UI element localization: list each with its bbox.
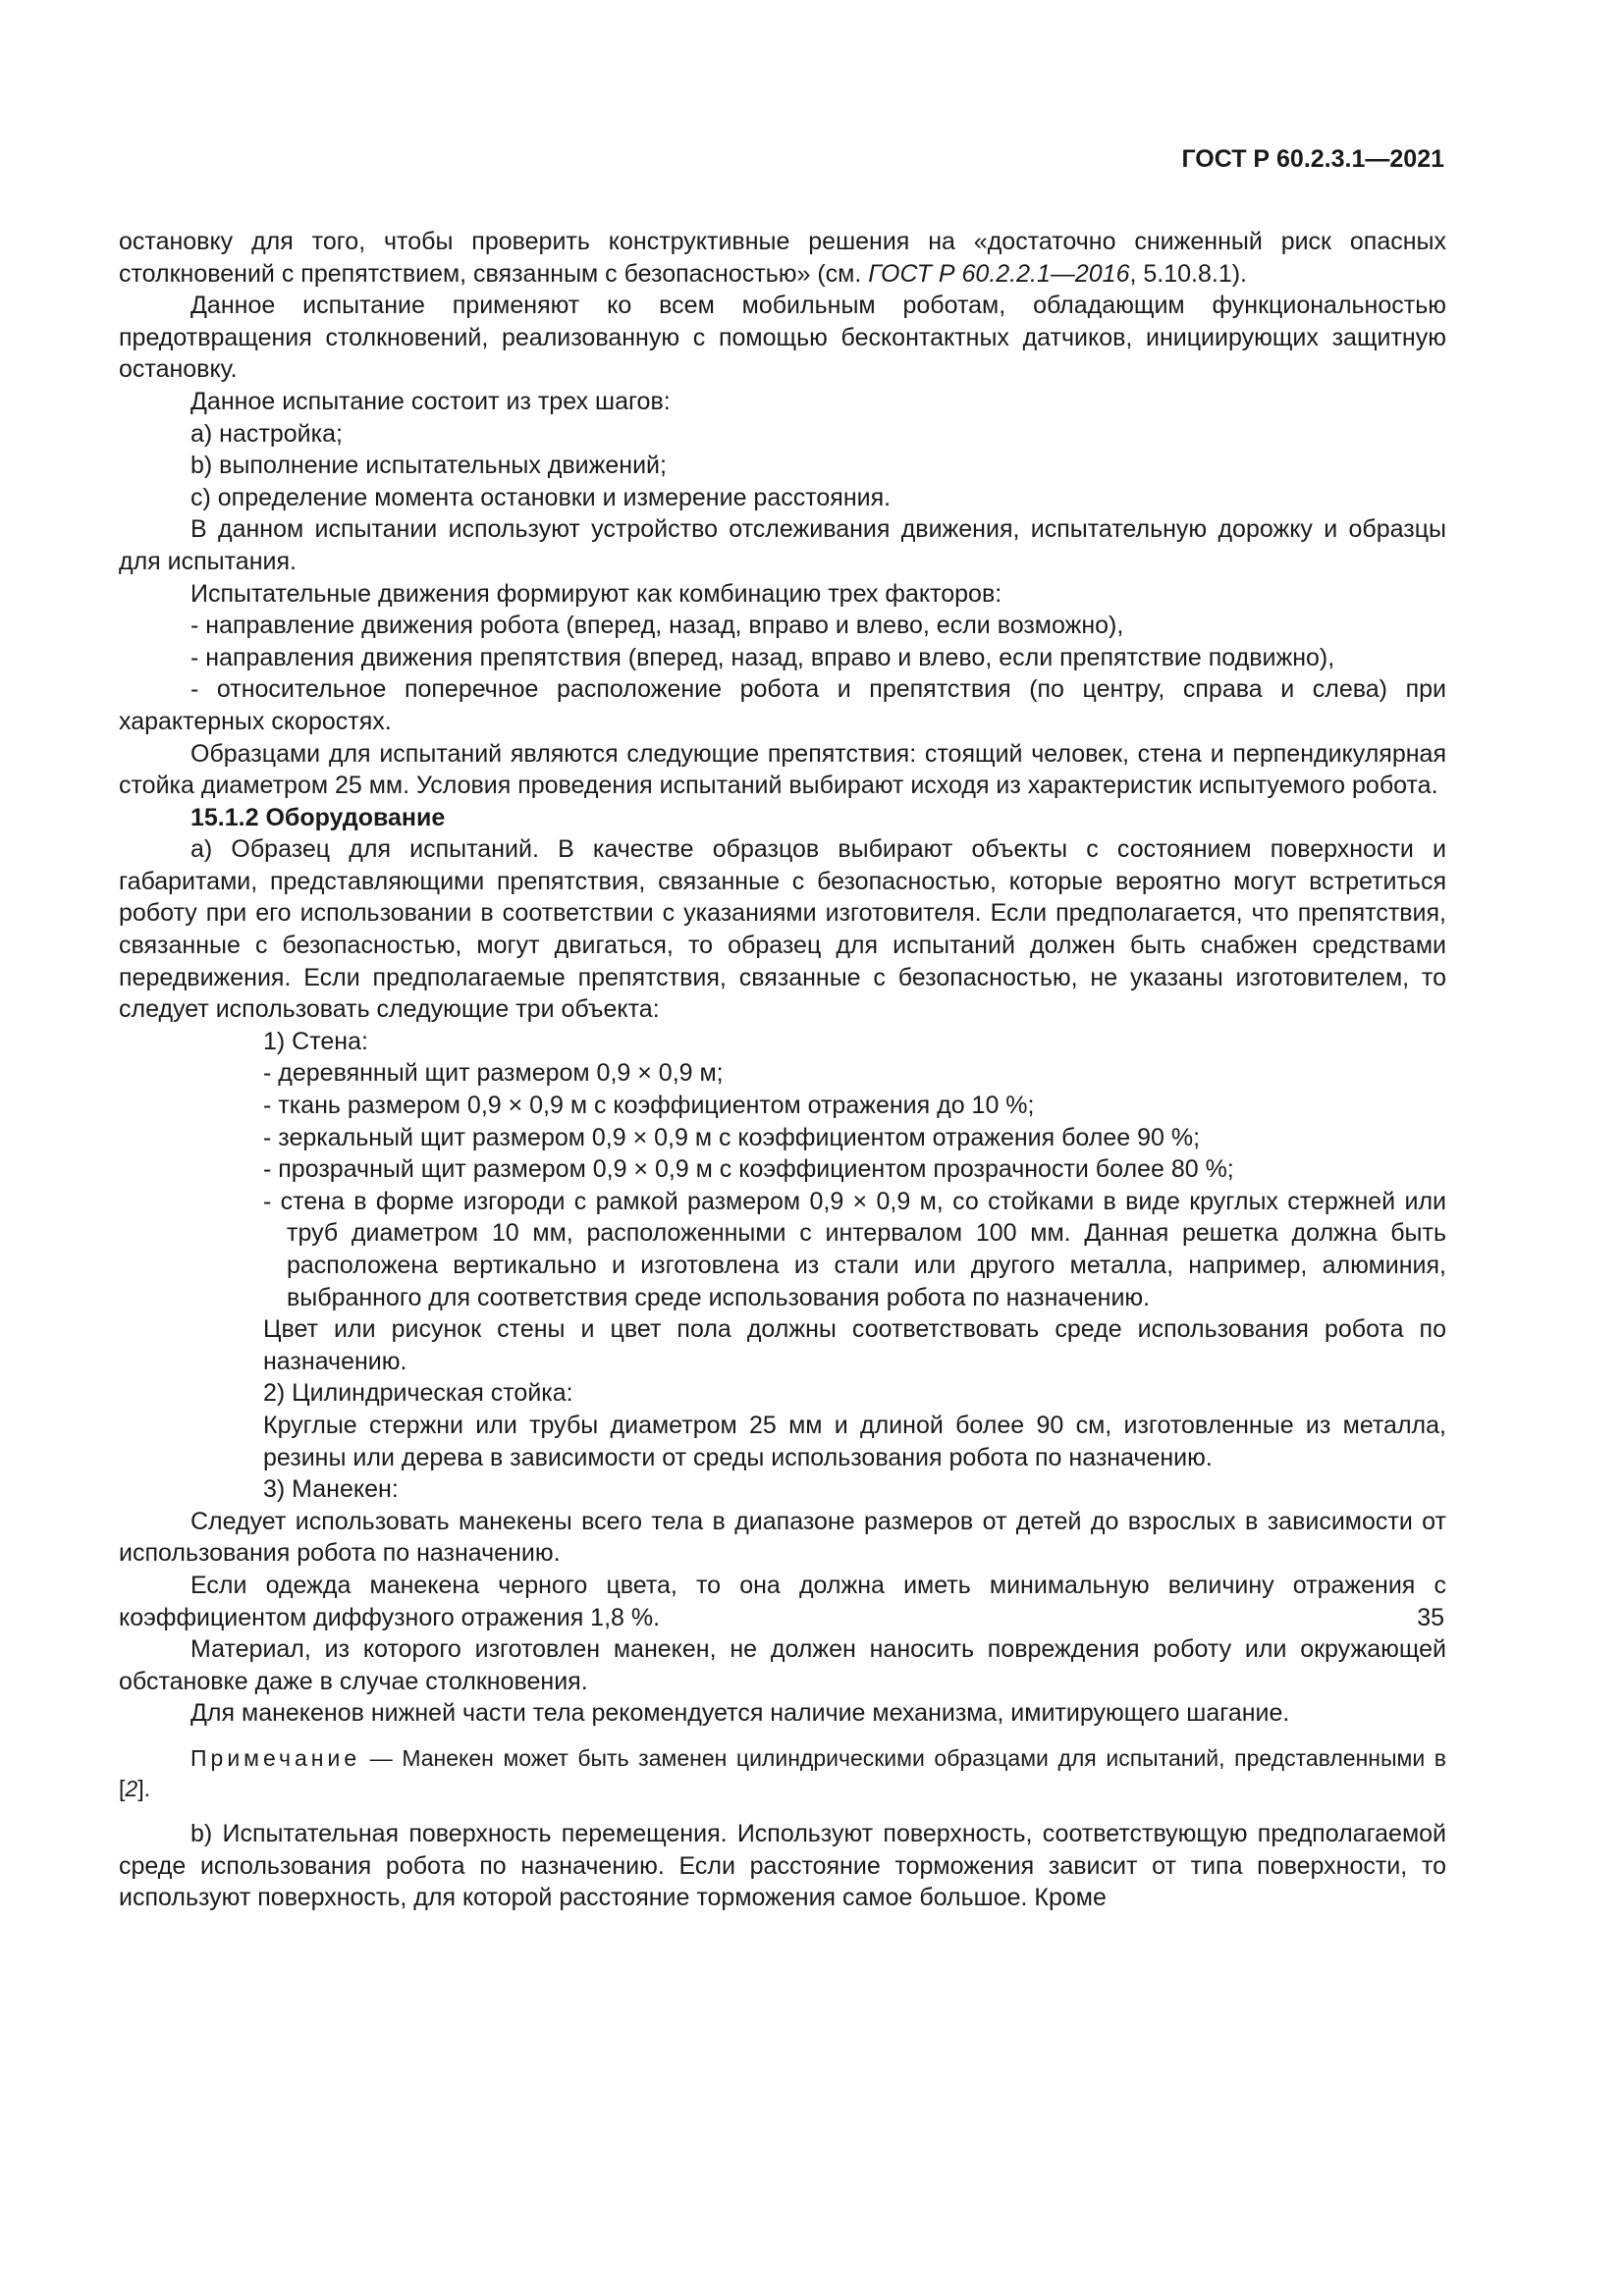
list-item: - направления движения препятствия (вперед, назад, вправо и влево, если препятствие подвижно), — [190, 643, 1335, 671]
paragraph: Испытательные движения формируют как комбинацию трех факторов: — [190, 579, 1002, 608]
list-item: - стена в форме изгороди с рамкой размером 0,9 × 0,9 м, со стойками в виде круглых стержней или труб диаметром 10 мм, расположенными с интервалом 100 мм. Данная решетка должна быть расположена вертикально и изготовлена из стали или другого металла, например, алюминия, выбранного для соответствия среде использования робота по назначению. — [263, 1187, 1446, 1311]
list-item: - деревянный щит размером 0,9 × 0,9 м; — [263, 1059, 724, 1088]
paragraph: Образцами для испытаний являются следующие препятствия: стоящий человек, стена и перпендикулярная стойка диаметром 25 мм. Условия проведения испытаний выбирают исходя из характеристик испытуемого робота. — [119, 739, 1446, 800]
paragraph: Данное испытание применяют ко всем мобильным роботам, обладающим функциональностью предотвращения столкновений, реализованную с помощью бесконтактных датчиков, инициирующих защитную остановку. — [119, 292, 1446, 384]
paragraph: В данном испытании используют устройство отслеживания движения, испытательную дорожку и образцы для испытания. — [119, 515, 1446, 575]
paragraph: b) Испытательная поверхность перемещения. Используют поверхность, соответствующую предполагаемой среде использования робота по назначению. Если расстояние торможения зависит от типа поверхности, то используют поверхность, для которой расстояние торможения самое большое. Кроме — [119, 1819, 1446, 1912]
note — [119, 1743, 1446, 1804]
note-label: Примечание — [190, 1744, 361, 1771]
document-header: ГОСТ Р 60.2.3.1—2021 — [1181, 145, 1444, 173]
section-heading: 15.1.2 Оборудование — [190, 803, 446, 831]
paragraph: a) Образец для испытаний. В качестве образцов выбирают объекты с состоянием поверхности и габаритами, представляющими препятствия, связанные с безопасностью, которые вероятно могут встретиться роботу при его использовании в соответствии с указаниями изготовителя. Если предполагается, что препятствия, связанные с безопасностью, могут двигаться, то образец для испытаний должен быть снабжен средствами передвижения. Если предполагаемые препятствия, связанные с безопасностью, не указаны изготовителем, то следует использовать следующие три объекта: — [119, 835, 1446, 1024]
paragraph: Следует использовать манекены всего тела в диапазоне размеров от детей до взрослых в зависимости от использования робота по назначению. — [119, 1507, 1446, 1568]
page-body — [119, 226, 1446, 1914]
list-item: b) выполнение испытательных движений; — [190, 452, 667, 480]
paragraph: Цвет или рисунок стены и цвет пола должны соответствовать среде использования робота по назначению. — [263, 1315, 1446, 1375]
paragraph: Данное испытание состоит из трех шагов: — [190, 387, 671, 415]
list-item: - направление движения робота (вперед, назад, вправо и влево, если возможно), — [190, 612, 1124, 640]
text-span: — Манекен может быть заменен цилиндрическими образцами для испытаний, представленными в [ — [119, 1744, 1446, 1801]
list-item: 2) Цилиндрическая стойка: — [263, 1379, 573, 1408]
list-item: 3) Манекен: — [263, 1475, 399, 1504]
paragraph: Круглые стержни или трубы диаметром 25 мм и длиной более 90 см, изготовленные из металла, резины или дерева в зависимости от среды использования робота по назначению. — [263, 1411, 1446, 1471]
paragraph: Если одежда манекена черного цвета, то она должна иметь минимальную величину отражения с коэффициентом диффузного отражения 1,8 %. — [119, 1571, 1446, 1631]
list-item: 1) Стена: — [263, 1027, 368, 1055]
list-item: - прозрачный щит размером 0,9 × 0,9 м с коэффициентом прозрачности более 80 %; — [263, 1155, 1234, 1184]
bibliography-reference: 2 — [125, 1775, 138, 1801]
standard-reference: ГОСТ Р 60.2.2.1—2016 — [868, 259, 1130, 288]
list-item: a) настройка; — [190, 419, 343, 448]
paragraph: Материал, из которого изготовлен манекен, не должен наносить повреждения роботу или окружающей обстановке даже в случае столкновения. — [119, 1635, 1446, 1695]
paragraph: Для манекенов нижней части тела рекомендуется наличие механизма, имитирующего шагание. — [190, 1699, 1290, 1728]
paragraph-continuation — [119, 226, 1446, 290]
text-span: ]. — [137, 1775, 150, 1801]
list-item: - относительное поперечное расположение робота и препятствия (по центру, справа и слева) при характерных скоростях. — [119, 675, 1446, 735]
list-item: c) определение момента остановки и измерение расстояния. — [190, 483, 892, 511]
text-span: , 5.10.8.1). — [1129, 259, 1248, 288]
text-span: остановку для того, чтобы проверить конструктивные решения на «достаточно сниженный риск опасных столкновений с препятствием, связанным с безопасностью» (см. — [119, 228, 1446, 288]
list-item: - зеркальный щит размером 0,9 × 0,9 м с коэффициентом отражения более 90 %; — [263, 1123, 1201, 1151]
page-number: 35 — [1417, 1604, 1444, 1631]
list-item: - ткань размером 0,9 × 0,9 м с коэффициентом отражения до 10 %; — [263, 1092, 1035, 1120]
